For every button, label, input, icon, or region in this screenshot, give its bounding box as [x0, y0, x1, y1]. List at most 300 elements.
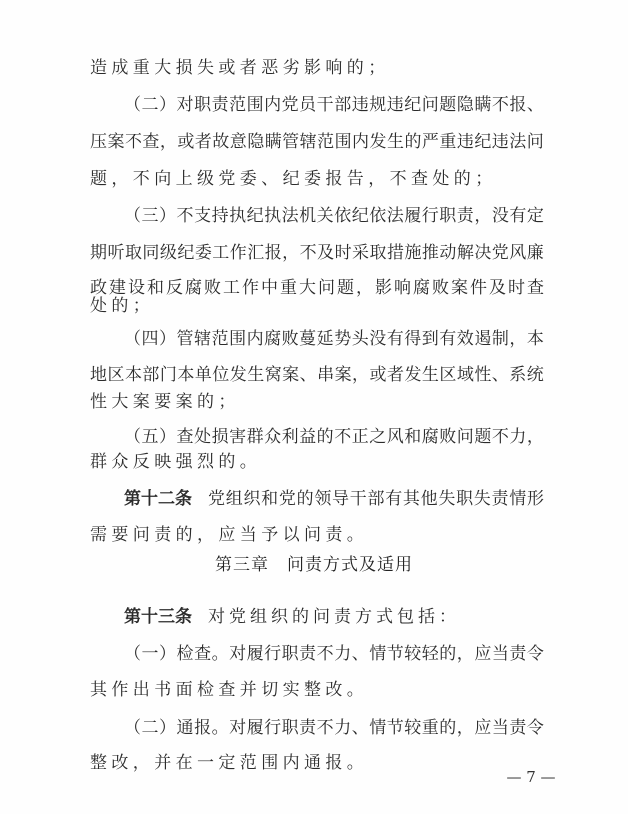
- glyph: 有: [439, 329, 457, 349]
- glyph: 不: [491, 95, 509, 115]
- glyph: 隐: [456, 95, 474, 115]
- glyph: 机: [299, 206, 317, 226]
- glyph: 设: [128, 278, 145, 298]
- glyph: 生: [386, 132, 404, 152]
- glyph: 、: [351, 718, 369, 738]
- glyph: ，: [509, 329, 527, 349]
- glyph: 件: [470, 278, 487, 298]
- glyph: 、: [299, 365, 317, 385]
- glyph: 不: [299, 243, 317, 263]
- glyph: 区: [439, 365, 457, 385]
- glyph: 职: [456, 489, 474, 509]
- glyph: 题: [439, 95, 457, 115]
- glyph: 当: [491, 644, 509, 664]
- line-text: 其作出书面检查并切实整改。: [90, 680, 369, 700]
- glyph: 力: [334, 644, 352, 664]
- glyph: 或: [177, 132, 195, 152]
- glyph: 干: [316, 95, 334, 115]
- glyph: 中: [261, 278, 278, 298]
- glyph: 持: [211, 206, 229, 226]
- glyph: 单: [194, 365, 212, 385]
- glyph: 败: [432, 278, 449, 298]
- article-text: [208, 486, 544, 512]
- glyph: 违: [386, 95, 404, 115]
- glyph: 责: [299, 718, 317, 738]
- text-line: [124, 424, 544, 450]
- glyph: 有: [509, 206, 527, 226]
- glyph: 汇: [247, 243, 265, 263]
- glyph: 围: [229, 329, 247, 349]
- text-line: [90, 55, 390, 81]
- glyph: 问: [526, 132, 544, 152]
- glyph: 者: [194, 132, 212, 152]
- glyph: 责: [491, 489, 509, 509]
- glyph: 腐: [413, 278, 430, 298]
- glyph: （: [124, 644, 141, 664]
- glyph: 时: [508, 278, 525, 298]
- glyph: 不: [176, 206, 194, 226]
- glyph: 发: [404, 365, 422, 385]
- glyph: 责: [509, 644, 527, 664]
- glyph: （: [124, 329, 141, 349]
- glyph: 地: [90, 365, 107, 385]
- glyph: 级: [159, 243, 177, 263]
- glyph: 失: [438, 489, 456, 509]
- glyph: 采: [352, 243, 370, 263]
- glyph: （: [124, 427, 141, 447]
- glyph: 有: [386, 329, 404, 349]
- glyph: 内: [264, 95, 282, 115]
- glyph: 法: [386, 206, 404, 226]
- glyph: 败: [204, 278, 221, 298]
- glyph: 通: [176, 718, 194, 738]
- text-line: [90, 129, 544, 155]
- glyph: 节: [386, 718, 404, 738]
- glyph: ，: [356, 278, 373, 298]
- line-text: 整改，并在一定范围内通报。: [90, 753, 369, 773]
- glyph: 职: [194, 95, 212, 115]
- glyph: 情: [369, 644, 387, 664]
- glyph: 执: [229, 206, 247, 226]
- glyph: 头: [351, 329, 369, 349]
- glyph: 失: [473, 489, 491, 509]
- glyph: 遏: [474, 329, 492, 349]
- article-number: 第十三条: [124, 607, 192, 627]
- glyph: （: [124, 206, 141, 226]
- glyph: 众: [264, 427, 282, 447]
- glyph: 压: [90, 132, 107, 152]
- glyph: 违: [351, 95, 369, 115]
- glyph: 较: [404, 644, 422, 664]
- glyph: 纪: [404, 95, 422, 115]
- glyph: 题: [337, 278, 354, 298]
- glyph: 职: [439, 206, 457, 226]
- glyph: 对: [176, 95, 194, 115]
- glyph: 者: [386, 365, 404, 385]
- glyph: 力: [334, 718, 352, 738]
- text-line: [90, 750, 368, 776]
- line-text: 性大案要案的；: [90, 392, 240, 412]
- glyph: 织: [243, 489, 261, 509]
- glyph: 本: [177, 365, 195, 385]
- glyph: 组: [225, 489, 243, 509]
- text-line: [90, 240, 544, 266]
- glyph: 性: [474, 365, 492, 385]
- glyph: 。: [211, 718, 229, 738]
- glyph: 令: [526, 644, 544, 664]
- text-line: [90, 522, 368, 548]
- glyph: 败: [281, 329, 299, 349]
- glyph: 有: [385, 489, 403, 509]
- glyph: 规: [369, 95, 387, 115]
- glyph: 风: [509, 243, 527, 263]
- glyph: 时: [334, 243, 352, 263]
- text-line: [90, 166, 497, 192]
- glyph: 五: [141, 427, 159, 447]
- glyph: 延: [316, 329, 334, 349]
- glyph: 取: [369, 243, 387, 263]
- glyph: 依: [334, 206, 352, 226]
- glyph: 行: [264, 718, 282, 738]
- glyph: 案: [107, 132, 125, 152]
- glyph: 党: [491, 243, 509, 263]
- glyph: 、: [491, 365, 509, 385]
- article-line: [124, 486, 544, 512]
- glyph: ，: [456, 718, 474, 738]
- glyph: 较: [404, 718, 422, 738]
- glyph: 的: [439, 718, 457, 738]
- article-text: 对党组织的问责方式包括：: [208, 607, 460, 627]
- glyph: 取: [124, 243, 142, 263]
- glyph: 腐: [421, 427, 439, 447]
- glyph: 和: [261, 489, 279, 509]
- glyph: 报: [509, 95, 527, 115]
- glyph: 问: [456, 427, 474, 447]
- glyph: 范: [229, 95, 247, 115]
- glyph: 瞒: [264, 132, 282, 152]
- glyph: 辖: [299, 132, 317, 152]
- glyph: 部: [142, 365, 160, 385]
- glyph: 四: [141, 329, 159, 349]
- glyph: 导: [332, 489, 350, 509]
- chapter-number: 第三章: [215, 555, 269, 575]
- glyph: 害: [229, 427, 247, 447]
- glyph: 败: [439, 427, 457, 447]
- glyph: 生: [247, 365, 265, 385]
- glyph: 本: [124, 365, 142, 385]
- glyph: 损: [211, 427, 229, 447]
- glyph: 定: [526, 206, 544, 226]
- glyph: 没: [369, 329, 387, 349]
- glyph: ）: [159, 206, 177, 226]
- glyph: 职: [281, 718, 299, 738]
- glyph: 管: [176, 329, 194, 349]
- glyph: 问: [421, 95, 439, 115]
- glyph: 重: [280, 278, 297, 298]
- glyph: ）: [159, 95, 177, 115]
- glyph: 严: [421, 132, 439, 152]
- glyph: 得: [404, 329, 422, 349]
- glyph: 工: [212, 243, 230, 263]
- glyph: 影: [375, 278, 392, 298]
- glyph: 制: [491, 329, 509, 349]
- glyph: 党: [208, 489, 225, 509]
- glyph: 正: [351, 427, 369, 447]
- glyph: 系: [509, 365, 527, 385]
- glyph: 故: [212, 132, 230, 152]
- glyph: 听: [107, 243, 125, 263]
- glyph: 重: [421, 718, 439, 738]
- text-line: [124, 203, 544, 229]
- glyph: 干: [349, 489, 367, 509]
- glyph: 违: [491, 132, 509, 152]
- glyph: 工: [223, 278, 240, 298]
- glyph: 内: [246, 329, 264, 349]
- glyph: 发: [369, 132, 387, 152]
- glyph: 责: [211, 95, 229, 115]
- glyph: 报: [264, 243, 282, 263]
- glyph: 处: [194, 427, 212, 447]
- glyph: 区: [107, 365, 125, 385]
- glyph: 瞒: [474, 95, 492, 115]
- glyph: 不: [316, 644, 334, 664]
- glyph: ）: [159, 644, 177, 664]
- glyph: 辖: [194, 329, 212, 349]
- line-text: 群众反映强烈的。: [90, 452, 262, 472]
- glyph: 发: [229, 365, 247, 385]
- glyph: 和: [147, 278, 164, 298]
- glyph: 轻: [421, 644, 439, 664]
- glyph: 没: [491, 206, 509, 226]
- glyph: 建: [109, 278, 126, 298]
- glyph: （: [124, 718, 141, 738]
- glyph: 域: [456, 365, 474, 385]
- glyph: 的: [316, 427, 334, 447]
- glyph: 部: [334, 95, 352, 115]
- glyph: 隐: [247, 132, 265, 152]
- glyph: 责: [299, 644, 317, 664]
- glyph: 的: [404, 132, 422, 152]
- glyph: 委: [194, 243, 212, 263]
- glyph: 的: [296, 489, 314, 509]
- glyph: 群: [246, 427, 264, 447]
- glyph: 二: [141, 95, 159, 115]
- glyph: ，: [456, 644, 474, 664]
- glyph: ，: [282, 243, 300, 263]
- glyph: 的: [439, 644, 457, 664]
- glyph: 内: [352, 132, 370, 152]
- glyph: 推: [421, 243, 439, 263]
- glyph: 或: [369, 365, 387, 385]
- glyph: 风: [386, 427, 404, 447]
- glyph: 不: [334, 427, 352, 447]
- glyph: 作: [229, 243, 247, 263]
- chapter-title: 问责方式及适用: [287, 555, 413, 575]
- glyph: 围: [246, 95, 264, 115]
- glyph: 履: [246, 644, 264, 664]
- glyph: ，: [352, 365, 370, 385]
- glyph: 问: [318, 278, 335, 298]
- glyph: 情: [369, 718, 387, 738]
- glyph: 期: [90, 243, 107, 263]
- glyph: 之: [369, 427, 387, 447]
- glyph: 当: [491, 718, 509, 738]
- glyph: 范: [211, 329, 229, 349]
- glyph: 对: [229, 718, 247, 738]
- glyph: 效: [456, 329, 474, 349]
- line-text: 题，不向上级党委、纪委报告，不查处的；: [90, 169, 497, 189]
- glyph: 重: [439, 132, 457, 152]
- glyph: 反: [166, 278, 183, 298]
- glyph: 案: [282, 365, 300, 385]
- glyph: 检: [176, 644, 194, 664]
- glyph: 蔓: [299, 329, 317, 349]
- glyph: 腐: [185, 278, 202, 298]
- glyph: 责: [456, 206, 474, 226]
- glyph: 关: [316, 206, 334, 226]
- text-line: [90, 389, 240, 415]
- glyph: 三: [141, 206, 159, 226]
- glyph: 形: [526, 489, 544, 509]
- glyph: 履: [404, 206, 422, 226]
- glyph: 法: [281, 206, 299, 226]
- article-number: 第十二条: [124, 489, 192, 509]
- glyph: 执: [264, 206, 282, 226]
- glyph: 生: [421, 365, 439, 385]
- glyph: 同: [142, 243, 160, 263]
- glyph: 、: [526, 95, 544, 115]
- line-text: 需要问责的，应当予以问责。: [90, 525, 369, 545]
- glyph: 情: [509, 489, 527, 509]
- text-line: [90, 362, 544, 388]
- glyph: 势: [334, 329, 352, 349]
- glyph: 。: [211, 644, 229, 664]
- glyph: 责: [509, 718, 527, 738]
- glyph: 及: [317, 243, 335, 263]
- glyph: 围: [334, 132, 352, 152]
- text-line: [90, 677, 368, 703]
- glyph: ）: [159, 329, 177, 349]
- glyph: 门: [159, 365, 177, 385]
- glyph: 法: [509, 132, 527, 152]
- glyph: （: [124, 95, 141, 115]
- glyph: 管: [282, 132, 300, 152]
- glyph: 、: [351, 644, 369, 664]
- glyph: 违: [456, 132, 474, 152]
- glyph: 不: [491, 427, 509, 447]
- glyph: 案: [451, 278, 468, 298]
- glyph: ）: [159, 718, 177, 738]
- glyph: 依: [369, 206, 387, 226]
- text-line: [90, 293, 154, 319]
- glyph: 和: [404, 427, 422, 447]
- text-line: [124, 641, 544, 667]
- glyph: 不: [316, 718, 334, 738]
- glyph: 本: [526, 329, 544, 349]
- glyph: 查: [176, 427, 194, 447]
- glyph: 对: [229, 644, 247, 664]
- glyph: 应: [474, 718, 492, 738]
- glyph: 统: [526, 365, 544, 385]
- glyph: ，: [474, 206, 492, 226]
- glyph: 到: [421, 329, 439, 349]
- glyph: 查: [527, 278, 544, 298]
- glyph: 动: [439, 243, 457, 263]
- glyph: ，: [526, 427, 544, 447]
- glyph: 位: [212, 365, 230, 385]
- glyph: 节: [386, 644, 404, 664]
- article-line: [124, 604, 460, 630]
- glyph: 他: [420, 489, 438, 509]
- page-number: — 7 —: [506, 768, 556, 786]
- glyph: 响: [394, 278, 411, 298]
- glyph: 意: [229, 132, 247, 152]
- glyph: 党: [278, 489, 296, 509]
- glyph: 力: [509, 427, 527, 447]
- text-line: [124, 92, 544, 118]
- glyph: ）: [159, 427, 177, 447]
- text-line: [90, 449, 261, 475]
- glyph: 作: [242, 278, 259, 298]
- glyph: 部: [367, 489, 385, 509]
- glyph: 决: [474, 243, 492, 263]
- glyph: 纪: [177, 243, 195, 263]
- glyph: 不: [124, 132, 142, 152]
- glyph: 纪: [246, 206, 264, 226]
- glyph: 及: [489, 278, 506, 298]
- text-line: [90, 275, 544, 301]
- line-text: 造成重大损失或者恶劣影响的；: [90, 58, 390, 78]
- glyph: 大: [299, 278, 316, 298]
- glyph: 解: [456, 243, 474, 263]
- glyph: 查: [194, 644, 212, 664]
- glyph: 应: [474, 644, 492, 664]
- glyph: 履: [246, 718, 264, 738]
- glyph: 报: [194, 718, 212, 738]
- glyph: 益: [299, 427, 317, 447]
- glyph: 其: [402, 489, 420, 509]
- glyph: 纪: [474, 132, 492, 152]
- glyph: 范: [317, 132, 335, 152]
- glyph: 查: [142, 132, 160, 152]
- glyph: 二: [141, 718, 159, 738]
- glyph: 措: [386, 243, 404, 263]
- text-line: [124, 326, 544, 352]
- text-line: [124, 715, 544, 741]
- glyph: 领: [314, 489, 332, 509]
- glyph: 员: [299, 95, 317, 115]
- glyph: 窝: [264, 365, 282, 385]
- glyph: 案: [334, 365, 352, 385]
- glyph: 政: [90, 278, 107, 298]
- glyph: 施: [404, 243, 422, 263]
- glyph: 腐: [264, 329, 282, 349]
- glyph: 令: [526, 718, 544, 738]
- glyph: 职: [281, 644, 299, 664]
- glyph: 党: [281, 95, 299, 115]
- glyph: 行: [421, 206, 439, 226]
- glyph: 一: [141, 644, 159, 664]
- glyph: 纪: [351, 206, 369, 226]
- glyph: 行: [264, 644, 282, 664]
- glyph: 题: [474, 427, 492, 447]
- glyph: ，: [159, 132, 177, 152]
- glyph: 串: [317, 365, 335, 385]
- glyph: 廉: [526, 243, 544, 263]
- chapter-heading: [0, 552, 628, 578]
- line-text: 处的；: [90, 296, 155, 316]
- glyph: 利: [281, 427, 299, 447]
